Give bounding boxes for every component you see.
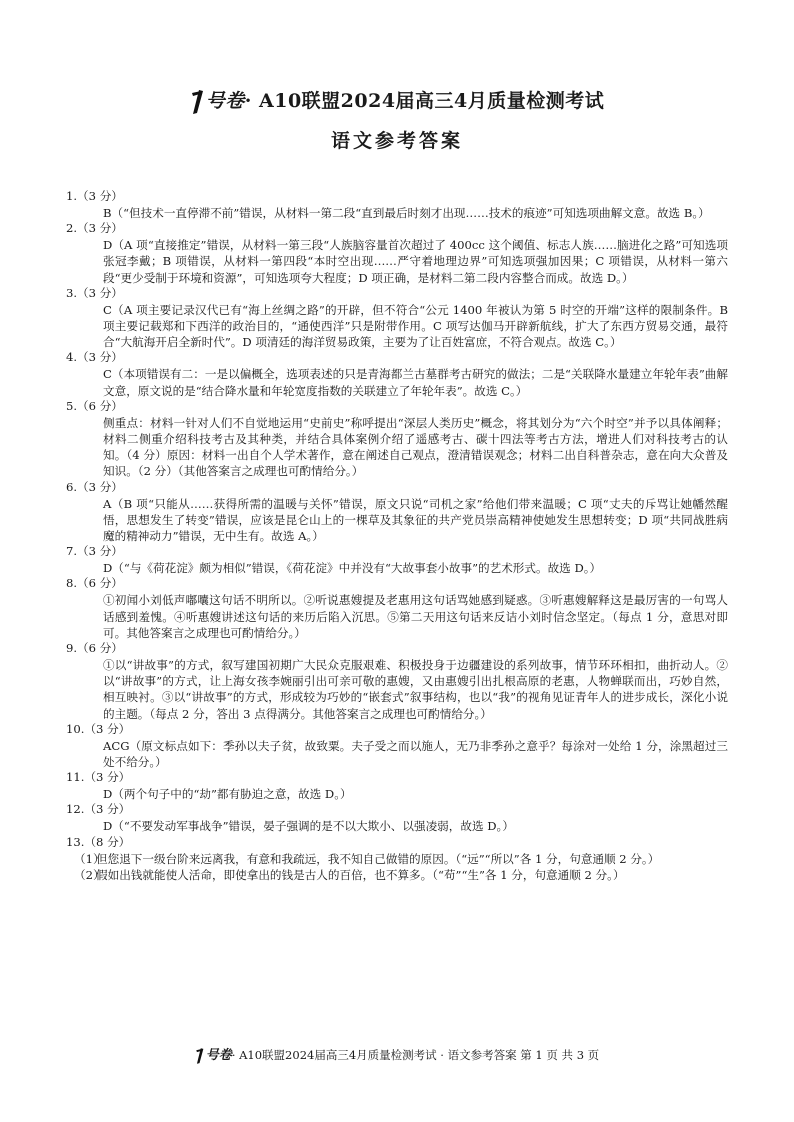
answer-text: ①初闻小刘低声嘟囔这句话不明所以。②听说惠嫂提及老惠用这句话骂她感到疑惑。③听惠嫂解释这是最厉害的一句骂人话感到羞愧。④听惠嫂讲述这句话的来历后陷入沉思。⑤第二天用这句话来反诘小刘时信念坚定。（每点 1 分，意思对即可。其他答案言之成理也可酌情给分。） <box>103 593 728 640</box>
question-number: 3.（3 分） <box>66 285 123 300</box>
question-number: 12.（3 分） <box>66 802 131 817</box>
brand-logo-icon <box>195 1047 204 1065</box>
question-item <box>66 399 728 480</box>
question-number: 9.（6 分） <box>66 641 123 656</box>
answer-text: ACG（原文标点如下：季孙以夫子贫，故致粟。夫子受之而以施人，无乃非季孙之意乎？每涂对一处给 1 分，涂黑超过三处不给分。） <box>103 738 728 770</box>
question-item <box>66 641 728 722</box>
question-number: 5.（6 分） <box>66 398 123 413</box>
answer-text: D（“与《荷花淀》颇为相似”错误，《荷花淀》中并没有“大故事套小故事”的艺术形式。故选 D。） <box>103 561 602 576</box>
answer-text: A（B 项“只能从……获得所需的温暖与关怀”错误，原文只说“司机之家”给他们带来温暖；C 项“丈夫的斥骂让她幡然醒悟，思想发生了转变”错误，应该是昆仑山上的一棵草及其象征的共产党员崇高精神使她发生思想转变；D 项“共同战胜病魔的精神动力”错误，无中生有。故选 A。） <box>103 496 728 544</box>
brand-logo-icon <box>190 89 204 115</box>
page-footer <box>0 1044 794 1065</box>
sub-label: （2） <box>74 867 105 882</box>
question-item <box>66 480 728 545</box>
question-item <box>66 544 728 576</box>
question-number: 2.（3 分） <box>66 221 123 236</box>
question-item <box>66 221 728 286</box>
sub-text: 假如出钱就能使人活命，即使拿出的钱是古人的百倍，也不算多。（“苟”“生”各 1 分，句意通顺 2 分。） <box>96 867 625 882</box>
answer-text: D（两个句子中的“劫”都有胁迫之意，故选 D。） <box>103 787 352 802</box>
sub-text: 但您退下一级台阶来远离我，有意和我疏远，我不知自己做错的原因。（“远”“所以”各 1 分，句意通顺 2 分。） <box>96 851 660 866</box>
question-item <box>66 286 728 351</box>
answer-text: ①以“讲故事”的方式，叙写建国初期广大民众克服艰难、积极投身于边疆建设的系列故事，情节环环相扣，曲折动人。②以“讲故事”的方式，让上海女孩李婉丽引出可亲可敬的惠嫂，又由惠嫂引出扎根高原的老惠，人物蝉联而出，巧妙自然，相互映衬。③以“讲故事”的方式，形成较为巧妙的“嵌套式”叙事结构，也以“我”的视角见证青年人的进步成长，深化小说的主题。（每点 2 分，答出 3 点得满分。其他答案言之成理也可酌情给分。） <box>103 658 728 721</box>
question-number: 8.（6 分） <box>66 576 123 591</box>
answer-text: D（A 项“直接推定”错误，从材料一第三段“人族脑容量首次超过了 400cc 这个阈值、标志人族……脑进化之路”可知选项张冠李戴；B 项错误，从材料一第四段“本时空出现……严守着地理边界”可知选项强加因果；C 项错误，从材料一第六段“更少受制于环境和资源”，可知选项夸大程度；D 项正确，是材料二第二段内容整合而成。故选 D。） <box>103 238 728 285</box>
page-title <box>0 86 794 115</box>
question-item <box>66 835 728 883</box>
question-item <box>66 189 728 221</box>
question-item <box>66 722 728 770</box>
question-number: 11.（3 分） <box>66 770 131 785</box>
sub-answer <box>74 867 728 883</box>
brand-name: 号卷 <box>205 90 245 112</box>
footer-brand: 号卷 <box>205 1048 232 1063</box>
answer-text: B（“但技术一直停滞不前”错误，从材料一第二段“直到最后时刻才出现……技术的痕迹”可知选项曲解文意。故选 B。） <box>103 206 710 220</box>
answers-list <box>66 189 728 883</box>
answer-text: C（本项错误有二：一是以偏概全，选项表述的只是青海都兰古墓群考古研究的做法；二是“关联降水量建立年轮年表”曲解文意，原文说的是“结合降水量和年轮宽度指数的关联建立了年轮年表”。故选 C。） <box>103 367 728 398</box>
answer-text: D（“不要发动军事战争”错误，晏子强调的是不以大欺小、以强凌弱，故选 D。） <box>103 819 514 834</box>
question-item <box>66 576 728 641</box>
footer-text: · A10联盟2024届高三4月质量检测考试 · 语文参考答案 第 1 页 共 3 页 <box>231 1048 600 1062</box>
question-item <box>66 802 728 834</box>
question-number: 7.（3 分） <box>66 544 123 559</box>
question-number: 13.（8 分） <box>66 834 131 849</box>
question-number: 1.（3 分） <box>66 189 123 203</box>
question-number: 6.（3 分） <box>66 479 123 494</box>
answer-text: C（A 项主要记录汉代已有“海上丝绸之路”的开辟，但不符合“公元 1400 年被认为第 5 时空的开端”这样的限制条件。B 项主要记载郑和下西洋的政治目的，“通使西洋”只是附带作用。C 项写达伽马开辟新航线，扩大了东西方贸易交通，最符合“大航海开启全新时代”。D 项清廷的海洋贸易政策，主要为了让百姓富庶，不符合观点。故选 C。） <box>103 302 728 350</box>
question-number: 10.（3 分） <box>66 721 131 736</box>
question-item <box>66 350 728 398</box>
sub-answer <box>74 851 728 867</box>
answer-text: 侧重点：材料一针对人们不自觉地运用“史前史”称呼提出“深层人类历史”概念，将其划分为“六个时空”并予以具体阐释；材料二侧重介绍科技考古及其种类，并结合具体案例介绍了遥感考古、碳十四法等考古方法，增进人们对科技考古的认知。（4 分）原因：材料一出自个人学术著作，意在阐述自己观点，澄清错误观念；材料二出自科普杂志，意在向大众普及知识。（2 分）（其他答案言之成理也可酌情给分。） <box>103 415 729 479</box>
sub-label: （1） <box>74 851 105 866</box>
question-item <box>66 770 728 802</box>
question-number: 4.（3 分） <box>66 350 123 365</box>
exam-title: · A10联盟2024届高三4月质量检测考试 <box>244 90 605 112</box>
page-subtitle: 语文参考答案 <box>330 130 463 152</box>
sub-answers <box>74 851 728 883</box>
